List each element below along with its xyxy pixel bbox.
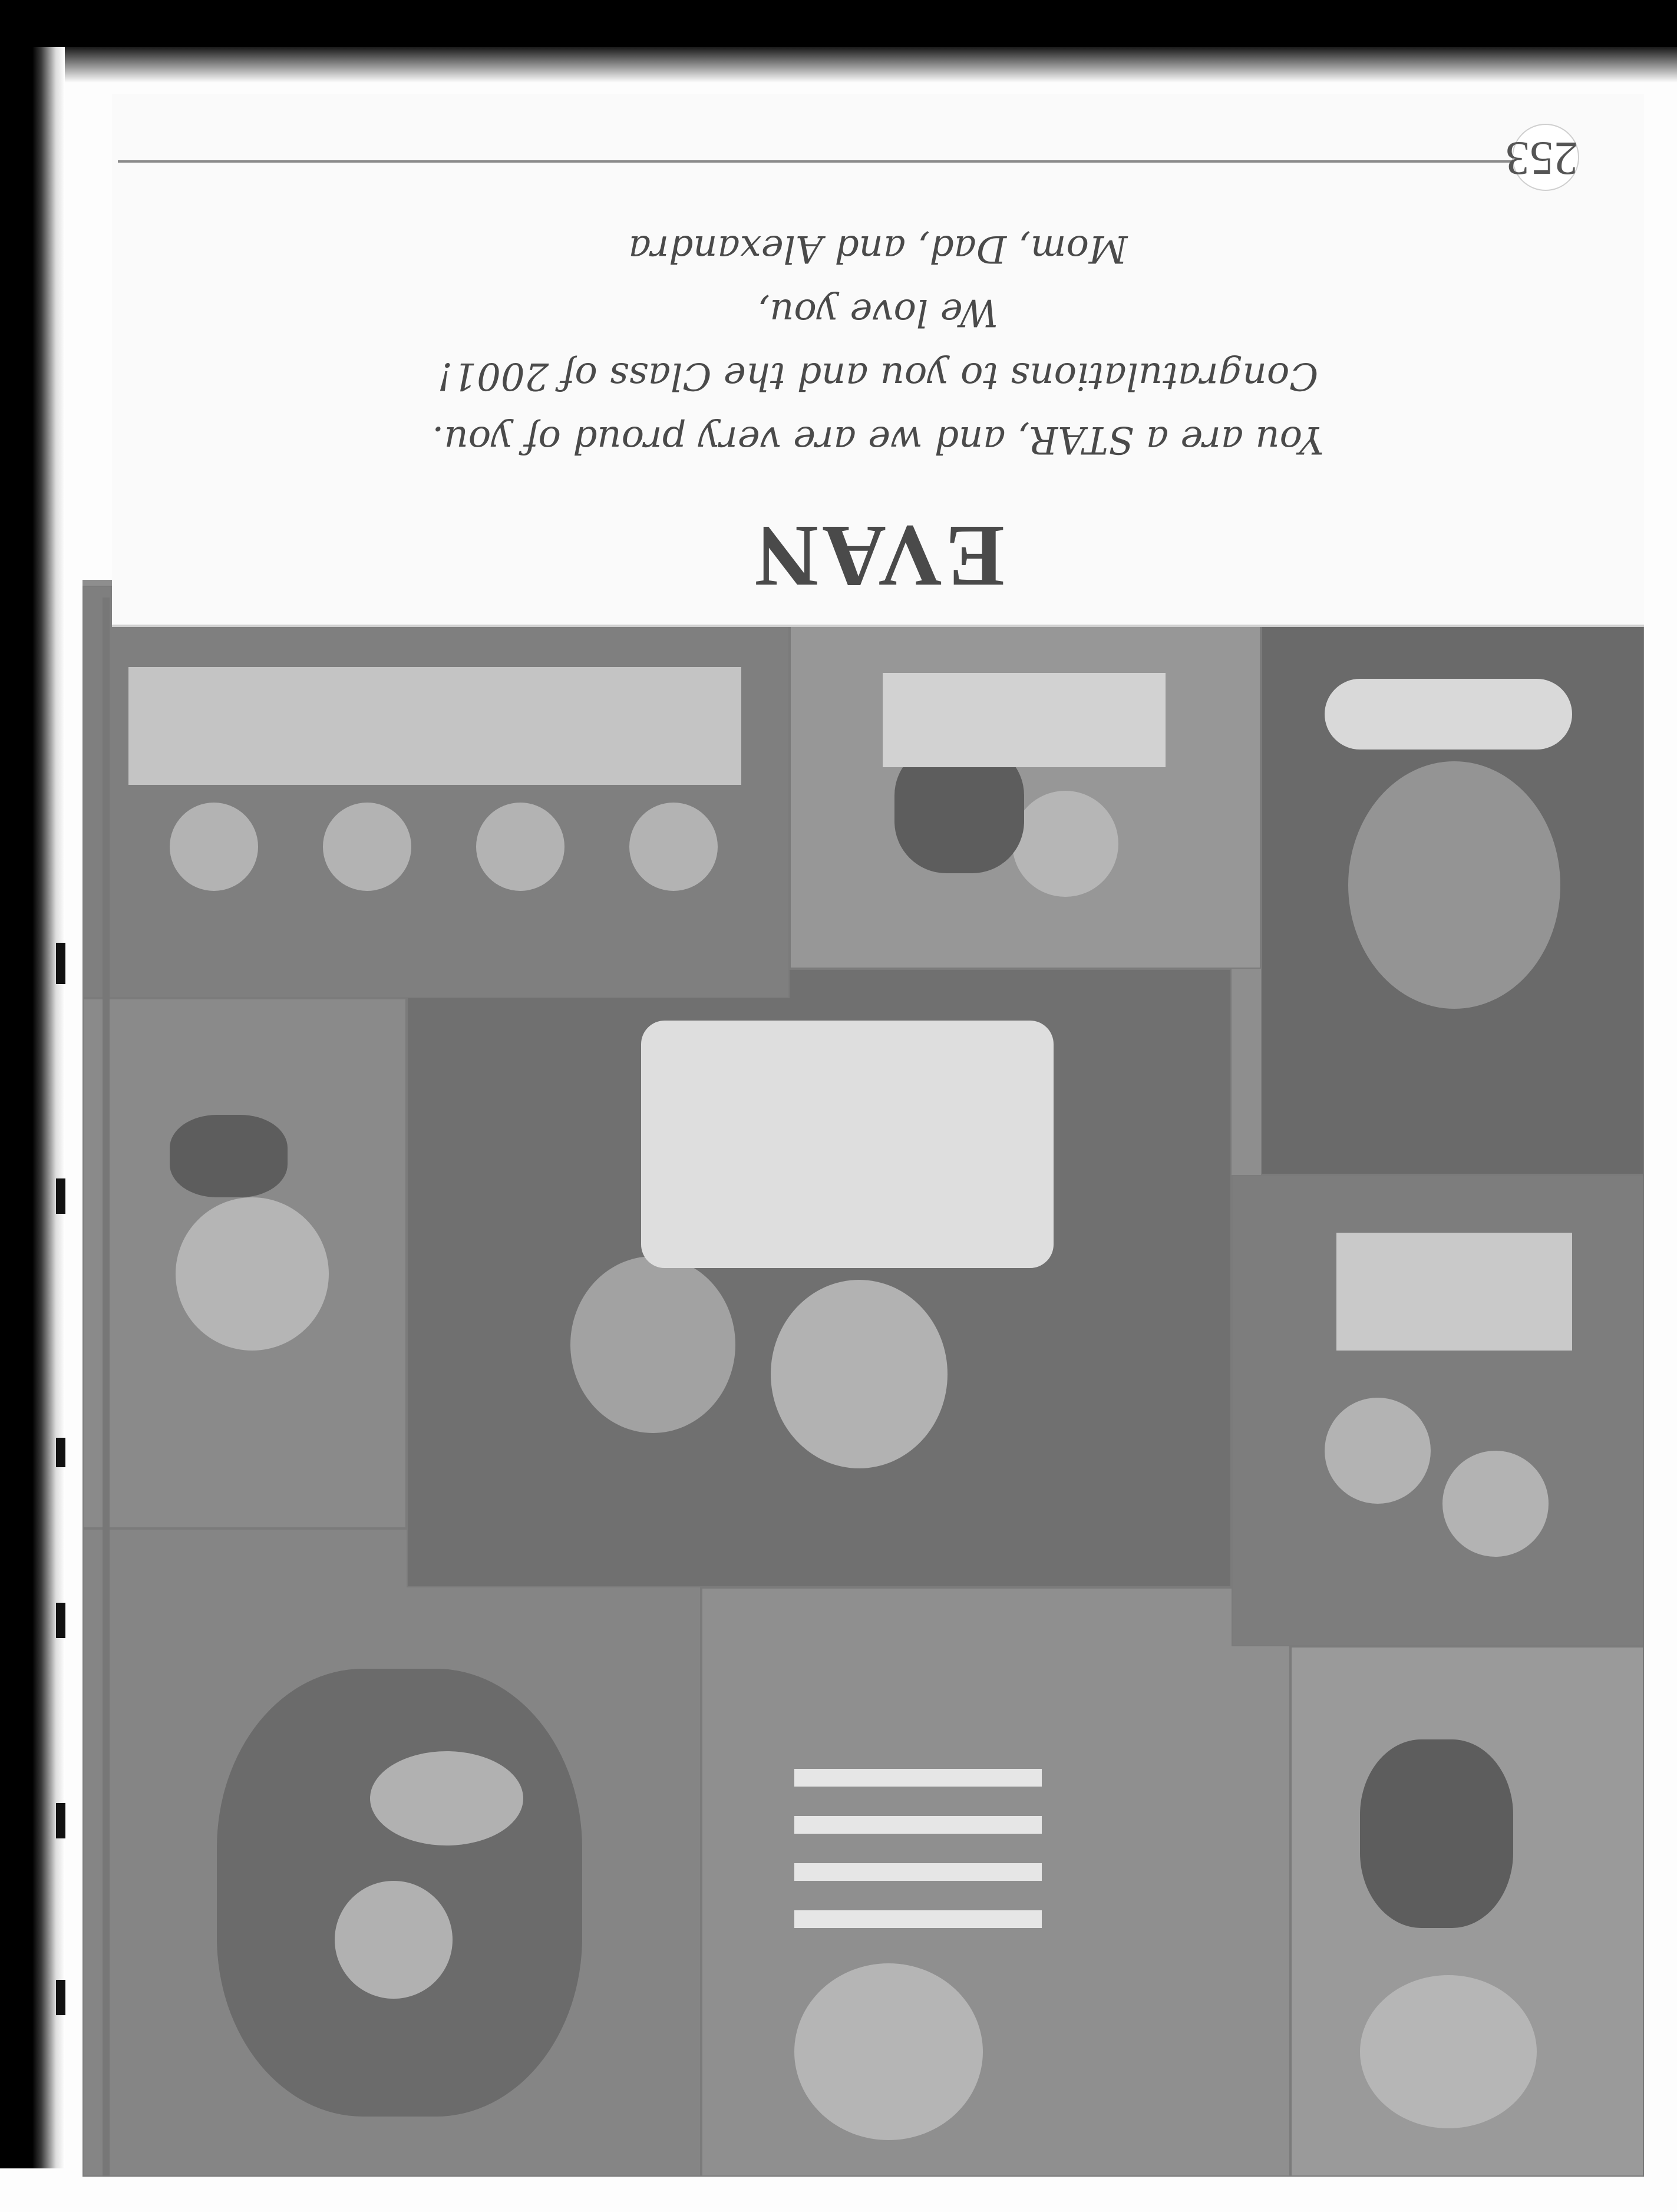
footer-rule <box>118 160 1520 163</box>
message-line-3: We love you, <box>757 290 999 334</box>
photo-baby <box>82 998 407 1528</box>
photo-child-striped-shirt <box>701 1587 1290 2177</box>
page-binding-edge <box>0 47 65 2168</box>
photo-kids-dancing <box>790 586 1261 969</box>
photo-smiling-boy-cap <box>1261 586 1644 1175</box>
photo-child-in-boat <box>82 1528 701 2177</box>
message-line-2: Congratulations to you and the Class of 2001! <box>437 354 1319 398</box>
message-line-1: You are a STAR, and we are very proud of you. <box>432 418 1324 461</box>
scanner-shadow-fade <box>0 47 1677 82</box>
tribute-text-panel <box>112 94 1644 627</box>
photo-sports-team <box>82 586 790 998</box>
photo-child-with-cake <box>1290 1646 1644 2177</box>
photo-collage <box>82 580 1644 2177</box>
page-number: 253 <box>1512 124 1579 191</box>
tribute-title: EVAN <box>751 507 1005 605</box>
photo-two-kids-group <box>1232 1175 1644 1646</box>
scanner-shadow-top <box>0 0 1677 47</box>
message-line-4: Mom, Dad, and Alexandra <box>628 227 1128 270</box>
tribute-message <box>112 217 1644 471</box>
photo-boys-hugging <box>407 969 1232 1587</box>
photo-edge <box>103 597 110 2177</box>
